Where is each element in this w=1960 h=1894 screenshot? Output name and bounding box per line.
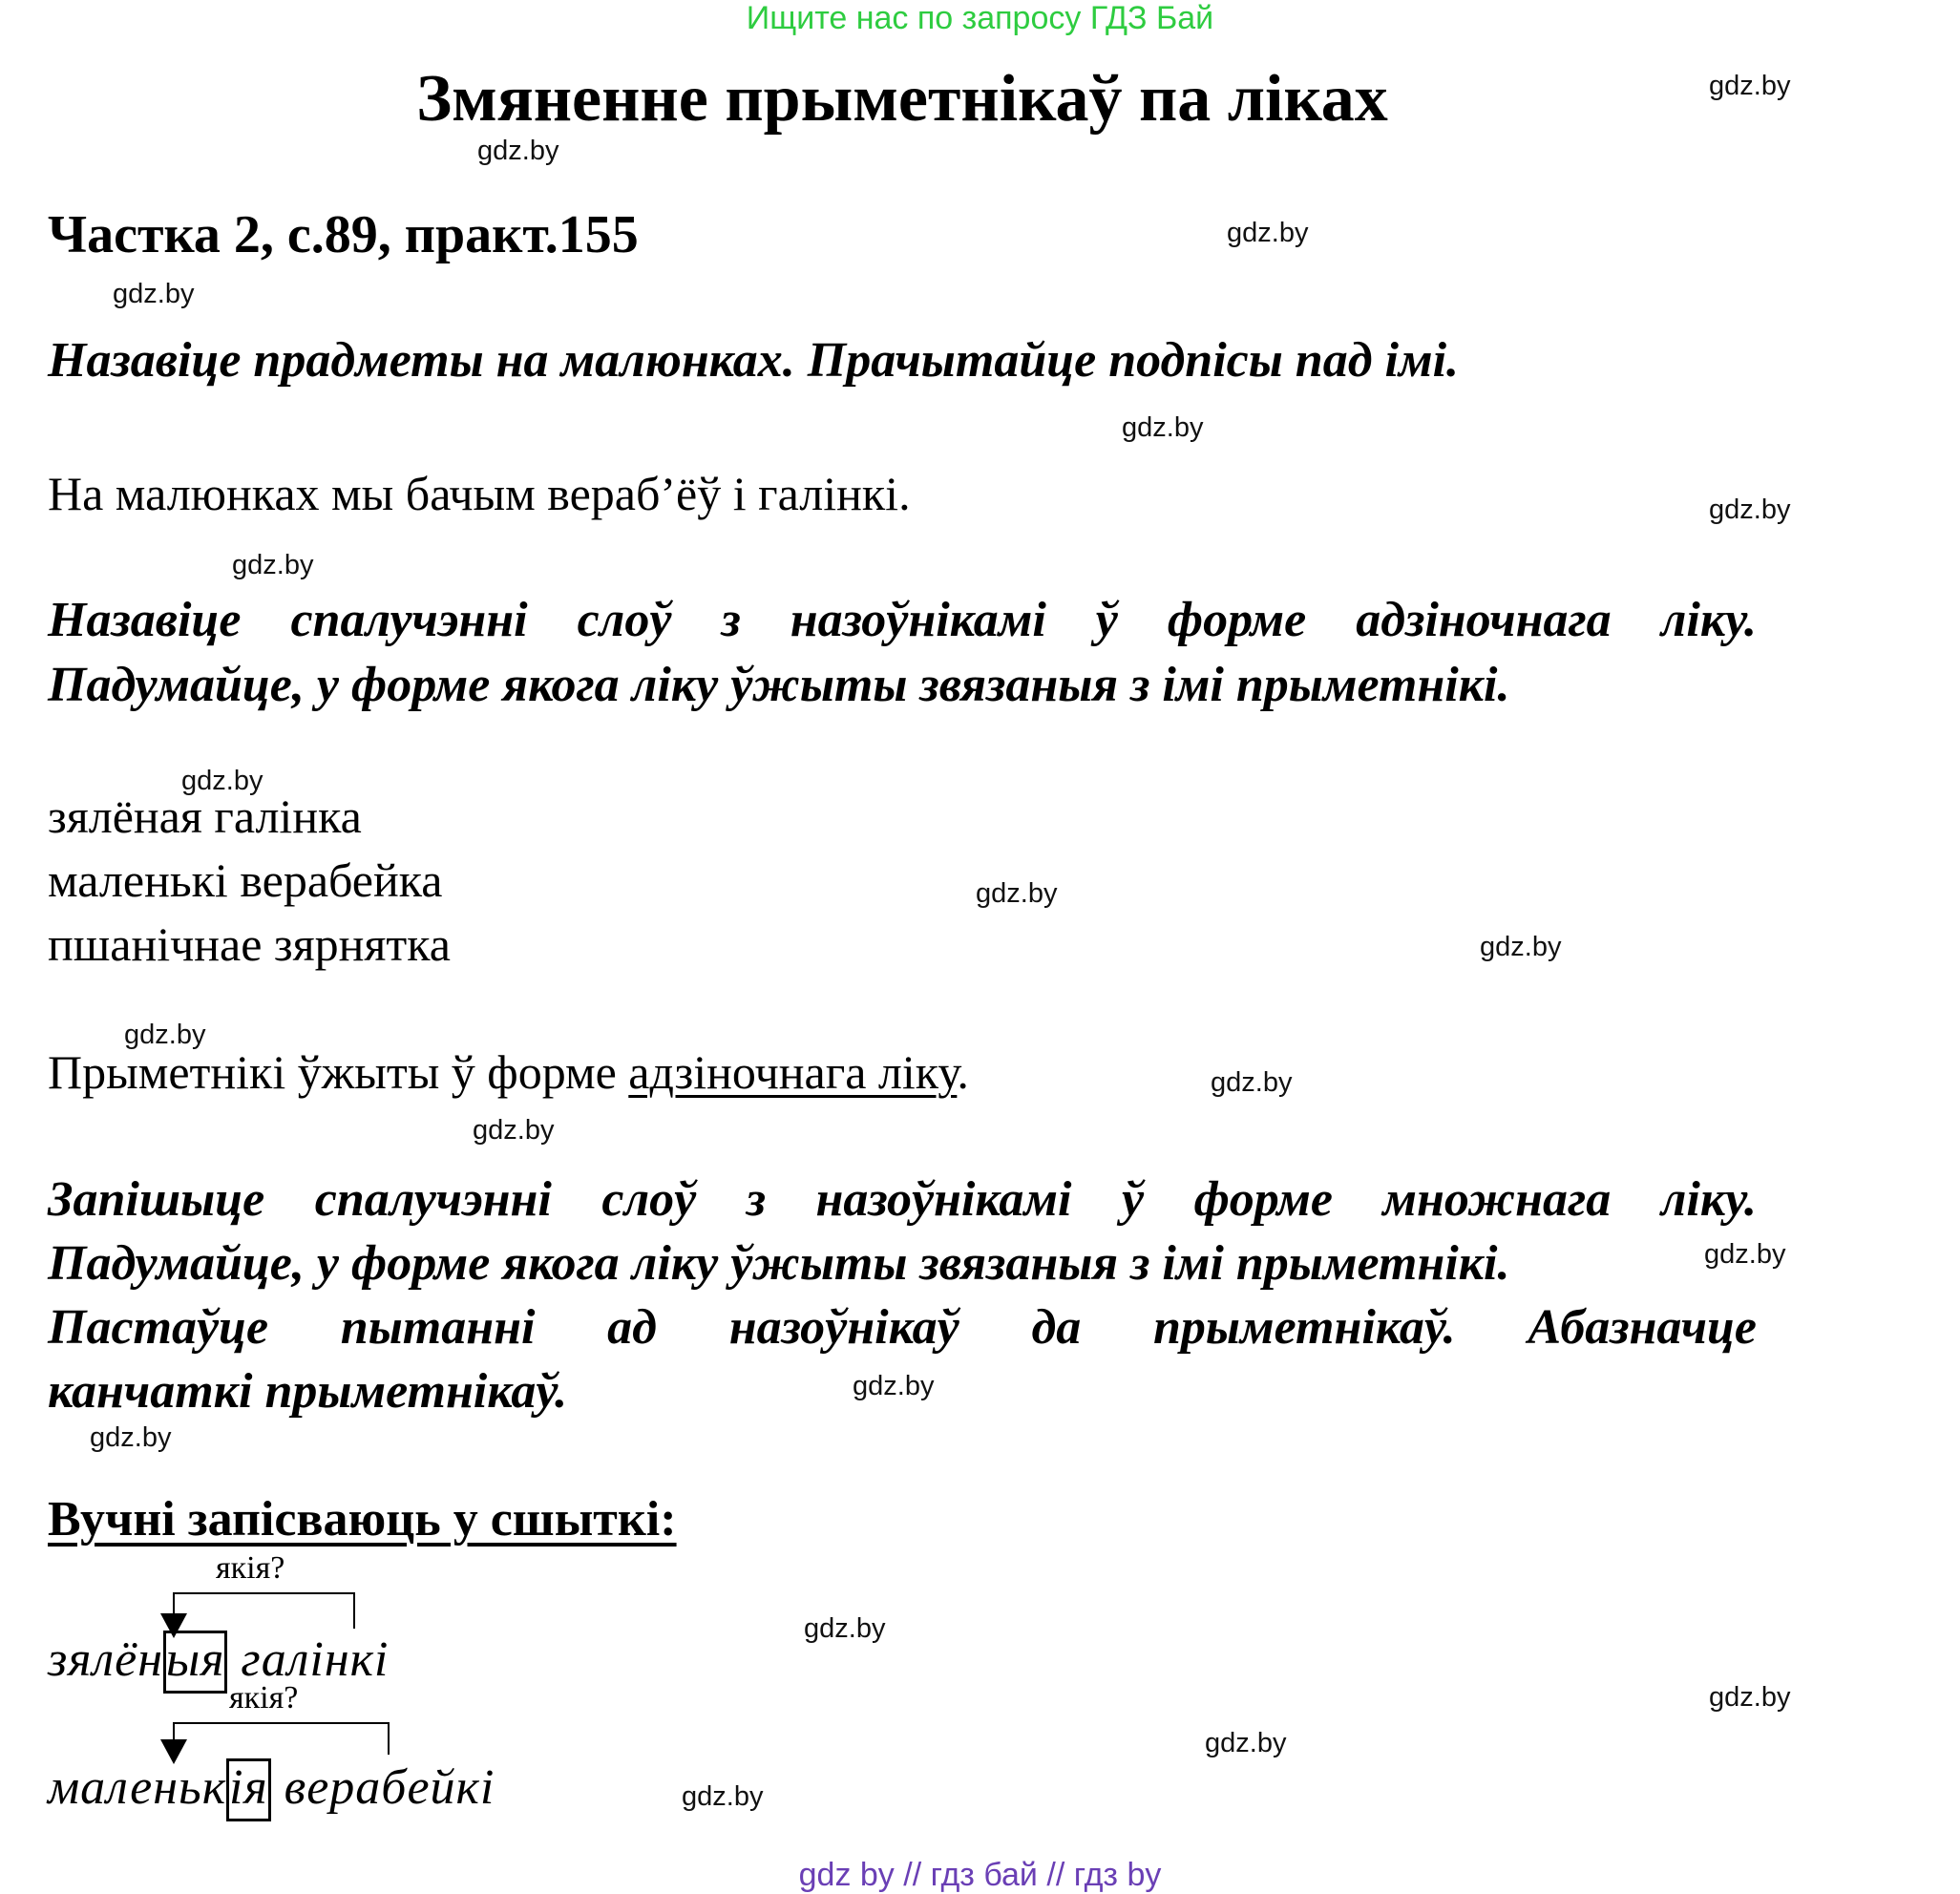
example-phrase	[48, 1631, 389, 1694]
watermark: gdz.by	[1205, 1728, 1287, 1758]
watermark: gdz.by	[1122, 412, 1204, 443]
watermark: gdz.by	[124, 1020, 206, 1050]
conclusion-prefix: Прыметнікі ўжыты ў форме	[48, 1045, 629, 1099]
example-phrase	[48, 1758, 495, 1821]
phrase-item: пшанічнае зярнятка	[48, 917, 451, 971]
task-3-line-4: канчаткі прыметнікаў.	[48, 1364, 568, 1419]
task-2-line-2: Падумайце, у форме якога ліку ўжыты звязаныя з імі прыметнікі.	[48, 658, 1510, 712]
watermark: gdz.by	[1709, 495, 1791, 525]
watermark: gdz.by	[1480, 932, 1562, 962]
conclusion-suffix: .	[957, 1045, 969, 1099]
question-bracket-right	[353, 1592, 355, 1629]
watermark: gdz.by	[473, 1115, 555, 1146]
section-heading: Частка 2, с.89, практ.155	[48, 205, 639, 264]
task-1-instruction: Назавіце прадметы на малюнках. Прачытайце подпісы пад імі.	[48, 333, 1460, 388]
watermark: gdz.by	[1227, 218, 1309, 248]
search-notice: Ищите нас по запросу ГДЗ Бай	[746, 0, 1214, 36]
watermark: gdz.by	[804, 1613, 886, 1644]
adjective-stem: маленьк	[48, 1760, 227, 1815]
task-3-line-2: Падумайце, у форме якога ліку ўжыты звязаныя з імі прыметнікі.	[48, 1236, 1510, 1291]
watermark: gdz.by	[1211, 1067, 1293, 1098]
question-label: якія?	[229, 1680, 299, 1715]
phrase-item: маленькі верабейка	[48, 853, 443, 907]
adjective-ending: ыя	[163, 1631, 227, 1694]
question-bracket-right	[388, 1722, 390, 1755]
question-bracket-top	[173, 1722, 390, 1724]
watermark: gdz.by	[113, 279, 195, 309]
watermark: gdz.by	[1709, 1682, 1791, 1713]
watermark: gdz.by	[1709, 71, 1791, 101]
noun-word: галінкі	[227, 1632, 390, 1687]
watermark: gdz.by	[90, 1422, 172, 1453]
adjective-stem: зялён	[48, 1632, 164, 1687]
watermark: gdz.by	[682, 1781, 764, 1812]
task-3-line-1: Запішыце спалучэнні слоў з назоўнікамі ў форме множнага ліку.	[48, 1172, 1757, 1227]
conclusion-underlined: адзіночнага ліку	[628, 1045, 958, 1099]
watermark: gdz.by	[477, 136, 559, 166]
noun-word: верабейкі	[270, 1760, 495, 1815]
answer-1-text: На малюнках мы бачым вераб’ёў і галінкі.	[48, 467, 911, 520]
watermark: gdz.by	[976, 878, 1058, 909]
footer-links: gdz by // гдз бай // гдз by	[798, 1857, 1162, 1893]
watermark: gdz.by	[181, 766, 263, 796]
question-bracket-top	[173, 1592, 355, 1594]
task-3-line-3: Пастаўце пытанні ад назоўнікаў да прыметнікаў. Абазначце	[48, 1300, 1757, 1355]
question-label: якія?	[216, 1550, 285, 1586]
conclusion-text	[48, 1044, 969, 1100]
page-title: Змяненне прыметнікаў па ліках	[416, 62, 1388, 136]
task-2-line-1: Назавіце спалучэнні слоў з назоўнікамі ў форме адзіночнага ліку.	[48, 593, 1757, 647]
watermark: gdz.by	[853, 1371, 935, 1401]
adjective-ending: ія	[226, 1758, 271, 1821]
watermark: gdz.by	[232, 550, 314, 580]
notebook-heading: Вучні запісваюць у сшыткі:	[48, 1492, 677, 1547]
watermark: gdz.by	[1704, 1239, 1786, 1270]
phrase-item: зялёная галінка	[48, 789, 362, 843]
